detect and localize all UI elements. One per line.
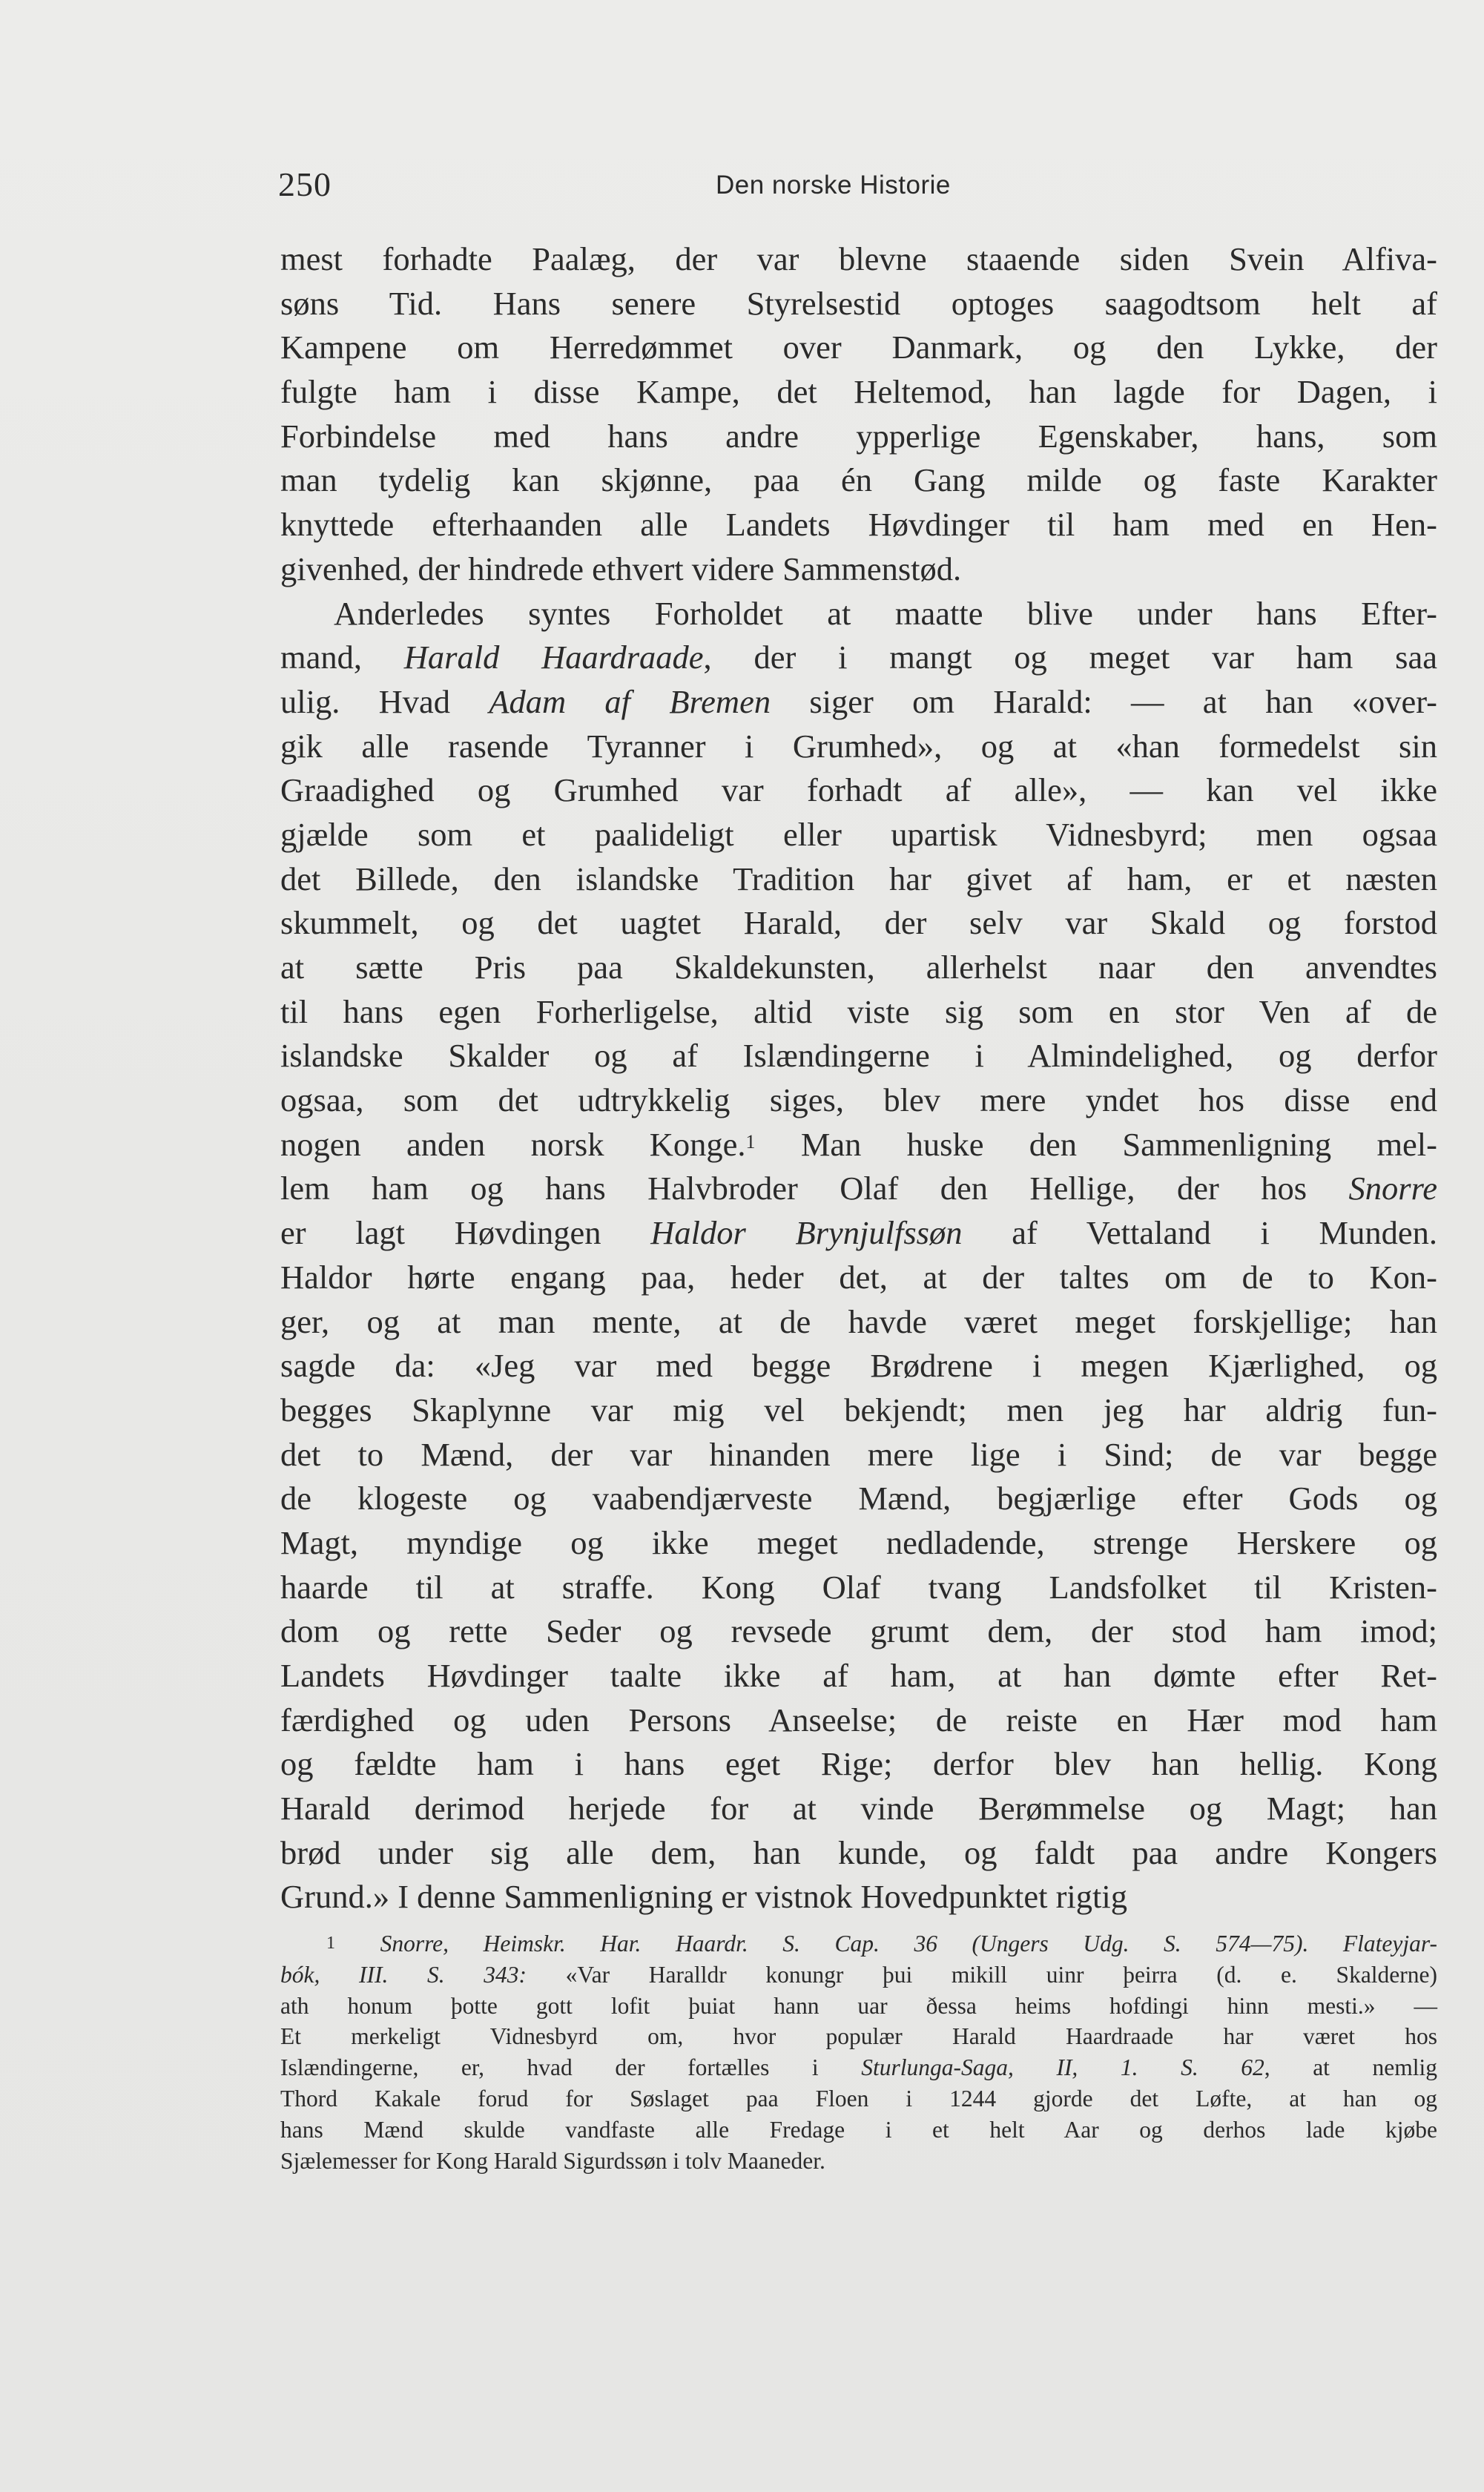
text-line: færdighed og uden Persons Anseelse; de reiste en Hær mod ham: [280, 1701, 1437, 1738]
footnote-marker: 1: [326, 1934, 335, 1953]
footnote-line: $^1$ Snorre, Heimskr. Har. Haardr. S. Cap. 36 (Ungers Udg. S. 574—75). Flateyjar-: [326, 1931, 1437, 1957]
text-line: Harald derimod herjede for at vinde Berømmelse og Magt; han: [280, 1790, 1437, 1827]
text-line: gik alle rasende Tyranner i Grumhed», og at «han formedelst sin: [280, 727, 1437, 765]
body-text: [280, 237, 1437, 1919]
text-line: Anderledes syntes Forholdet at maatte blive under hans Efter-: [334, 594, 1437, 632]
text-line: skummelt, og det uagtet Harald, der selv var Skald og forstod: [280, 904, 1437, 942]
text-line: det Billede, den islandske Tradition har givet af ham, er et næsten: [280, 860, 1437, 897]
footnote-line: Et merkeligt Vidnesbyrd om, hvor populær Harald Haardraade har været hos: [280, 2023, 1437, 2050]
footnote-line: Islændingerne, er, hvad der fortælles i Sturlunga-Saga, II, 1. S. 62, at nemlig: [280, 2054, 1437, 2081]
text-line: Magt, myndige og ikke meget nedladende, strenge Herskere og: [280, 1523, 1437, 1561]
text-line: fulgte ham i disse Kampe, det Heltemod, han lagde for Dagen, i: [280, 373, 1437, 411]
text-line: og fældte ham i hans eget Rige; derfor blev han hellig. Kong: [280, 1745, 1437, 1783]
text-line: begges Skaplynne var mig vel bekjendt; men jeg har aldrig fun-: [280, 1391, 1437, 1428]
text-line: Forbindelse med hans andre ypperlige Egenskaber, hans, som: [280, 417, 1437, 455]
text-line: Grund.» I denne Sammenligning er vistnok Hovedpunktet rigtig: [280, 1878, 1127, 1916]
text-line: ulig. Hvad Adam af Bremen siger om Harald: — at han «over-: [280, 682, 1438, 720]
text-line: knyttede efterhaanden alle Landets Høvdinger til ham med en Hen-: [280, 506, 1437, 544]
text-line: nogen anden norsk Konge.$^1$ Man huske den Sammenligning mel-: [280, 1125, 1437, 1163]
footnote-line: Sjælemesser for Kong Harald Sigurdssøn i tolv Maaneder.: [280, 2147, 825, 2174]
text-line: haarde til at straffe. Kong Olaf tvang Landsfolket til Kristen-: [280, 1568, 1437, 1606]
text-line: sagde da: «Jeg var med begge Brødrene i megen Kjærlighed, og: [280, 1347, 1437, 1385]
text-line: brød under sig alle dem, han kunde, og faldt paa andre Kongers: [280, 1833, 1437, 1871]
text-line: dom og rette Seder og revsede grumt dem, der stod ham imod;: [280, 1612, 1437, 1650]
text-line: ger, og at man mente, at de havde været meget forskjellige; han: [280, 1302, 1437, 1340]
text-line: til hans egen Forherligelse, altid viste sig som en stor Ven af de: [280, 992, 1437, 1030]
footnotes: [280, 1928, 1437, 2176]
text-line: Graadighed og Grumhed var forhadt af alle», — kan vel ikke: [280, 771, 1437, 809]
text-line: givenhed, der hindrede ethvert videre Sammenstød.: [280, 550, 962, 587]
text-line: man tydelig kan skjønne, paa én Gang milde og faste Karakter: [280, 461, 1437, 499]
text-line: søns Tid. Hans senere Styrelsestid optoges saagodtsom helt af: [280, 284, 1437, 322]
footnote-line: hans Mænd skulde vandfaste alle Fredage i et helt Aar og derhos lade kjøbe: [280, 2116, 1437, 2143]
text-line: ogsaa, som det udtrykkelig siges, blev mere yndet hos disse end: [280, 1081, 1437, 1119]
running-title: Den norske Historie: [716, 171, 951, 200]
text-line: mest forhadte Paalæg, der var blevne staaende siden Svein Alfiva-: [280, 240, 1437, 277]
text-line: Haldor hørte engang paa, heder det, at der taltes om de to Kon-: [280, 1258, 1437, 1296]
text-line: Landets Høvdinger taalte ikke af ham, at han dømte efter Ret-: [280, 1657, 1437, 1694]
text-line: islandske Skalder og af Islændingerne i Almindelighed, og derfor: [280, 1037, 1437, 1075]
text-line: det to Mænd, der var hinanden mere lige i Sind; de var begge: [280, 1435, 1437, 1473]
page-header: [278, 165, 1439, 209]
footnote-line: Thord Kakale forud for Søslaget paa Floen i 1244 gjorde det Løfte, at han og: [280, 2085, 1437, 2112]
footnote-line: ath honum þotte gott lofit þuiat hann uar ðessa heims hofdingi hinn mesti.» —: [280, 1992, 1437, 2019]
text-line: lem ham og hans Halvbroder Olaf den Hellige, der hos Snorre: [280, 1170, 1437, 1207]
footnote-marker: 1: [745, 1130, 756, 1153]
text-line: er lagt Høvdingen Haldor Brynjulfssøn af Vettaland i Munden.: [280, 1214, 1437, 1252]
page-number: 250: [278, 165, 332, 203]
text-line: at sætte Pris paa Skaldekunsten, allerhelst naar den anvendtes: [280, 949, 1437, 986]
footnote-line: bók, III. S. 343: «Var Haralldr konungr þui mikill uinr þeirra (d. e. Skalderne): [280, 1961, 1437, 1988]
text-line: Kampene om Herredømmet over Danmark, og den Lykke, der: [280, 329, 1437, 366]
text-line: mand, Harald Haardraade, der i mangt og meget var ham saa: [280, 639, 1437, 676]
text-line: de klogeste og vaabendjærveste Mænd, begjærlige efter Gods og: [280, 1480, 1437, 1517]
text-line: gjælde som et paalideligt eller upartisk Vidnesbyrd; men ogsaa: [280, 815, 1437, 853]
